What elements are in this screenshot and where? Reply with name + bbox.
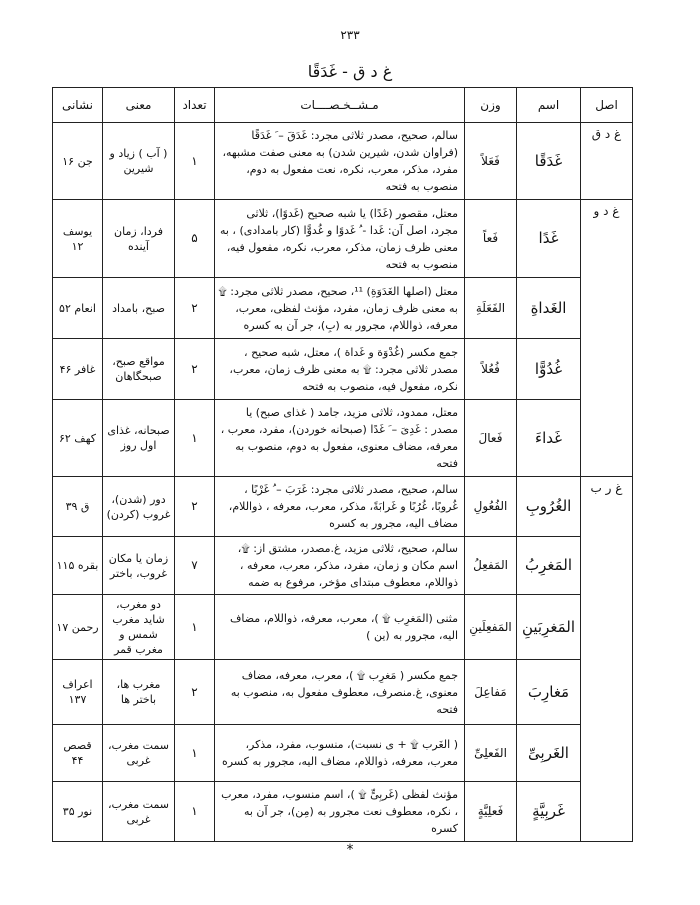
header-tedad: تعداد (175, 88, 215, 123)
word-cell: الغَداةِ (517, 278, 581, 339)
count-cell: ۲ (175, 278, 215, 339)
word-cell: غَربِیَّةٍ (517, 782, 581, 842)
header-vazn: وزن (465, 88, 517, 123)
count-cell: ۱ (175, 725, 215, 782)
header-moshakhasat: مـشــخـصــــات (215, 88, 465, 123)
word-cell: المَغرِبُ (517, 537, 581, 595)
root-cell (581, 782, 633, 842)
pattern-cell: فَعَلاً (465, 123, 517, 200)
word-cell: الغُرُوبِ (517, 477, 581, 537)
vocabulary-table (52, 87, 633, 842)
count-cell: ۲ (175, 660, 215, 725)
meaning-cell: سمت مغرب، غربی (103, 782, 175, 842)
meaning-cell: ( آب ) زیاد و شیرین (103, 123, 175, 200)
meaning-cell: صبح، بامداد (103, 278, 175, 339)
count-cell: ۱ (175, 123, 215, 200)
word-cell: غَداءَ (517, 400, 581, 477)
pattern-cell: الفَعلِیِّ (465, 725, 517, 782)
root-cell (581, 725, 633, 782)
section-heading: غ د ق - غَدَقًا (307, 62, 393, 81)
meaning-cell: مغرب ها، باختر ها (103, 660, 175, 725)
table-row (53, 782, 633, 842)
header-neshani: نشانی (53, 88, 103, 123)
word-cell: غَدَقًا (517, 123, 581, 200)
reference-cell: یوسف ۱۲ (53, 200, 103, 278)
table-row (53, 595, 633, 660)
table-row (53, 660, 633, 725)
meaning-cell: صبحانه، غذای اول روز (103, 400, 175, 477)
description-cell: مثنی (المَغرِب ۩ )، معرب، معرفه، ذواللام، مضاف الیه، مجرور به (ین ) (215, 595, 465, 660)
description-cell: جمع مکسر (غُدْوَة و غَداة )، معتل، شبه صحیح ، مصدر ثلاثی مجرد: ۩ به معنی ظرف زمان، معرب، نکره، مفعول فیه، منصوب به فتحه (215, 339, 465, 400)
meaning-cell: مواقع صبح، صبحگاهان (103, 339, 175, 400)
pattern-cell: الفُعُولِ (465, 477, 517, 537)
root-cell (581, 595, 633, 660)
header-asl: اصل (581, 88, 633, 123)
root-cell: غ ر ب (581, 477, 633, 537)
description-cell: سالم، صحیح، مصدر ثلاثی مجرد: غَدَقَ – َ غَدَقًا (فراوان شدن، شیرین شدن) به معنی صفت مشبهه، مفرد، مذکر، معرب، نکره، نعت مفعول به دوم، منصوب به فتحه (215, 123, 465, 200)
pattern-cell: فَعالَ (465, 400, 517, 477)
meaning-cell: سمت مغرب، غربی (103, 725, 175, 782)
root-cell (581, 278, 633, 339)
root-cell: غ د ق (581, 123, 633, 200)
footer-mark: * (346, 842, 354, 858)
table-header-row (53, 88, 633, 123)
word-cell: المَغرِبَینِ (517, 595, 581, 660)
reference-cell: رحمن ۱۷ (53, 595, 103, 660)
description-cell: مؤنث لفظی (غَربِیٍّ ۩ )، اسم منسوب، مفرد، معرب ، نکره، معطوف نعت مجرور به (مِن)، جر آن به کسره (215, 782, 465, 842)
root-cell (581, 537, 633, 595)
pattern-cell: فَعاً (465, 200, 517, 278)
count-cell: ۱ (175, 782, 215, 842)
word-cell: غُدُوًّا (517, 339, 581, 400)
reference-cell: انعام ۵۲ (53, 278, 103, 339)
root-cell (581, 660, 633, 725)
reference-cell: نور ۳۵ (53, 782, 103, 842)
table-row (53, 537, 633, 595)
meaning-cell: زمان یا مکان غروب، باختر (103, 537, 175, 595)
count-cell: ۲ (175, 339, 215, 400)
reference-cell: کهف ۶۲ (53, 400, 103, 477)
table-row (53, 200, 633, 278)
reference-cell: غافر ۴۶ (53, 339, 103, 400)
count-cell: ۵ (175, 200, 215, 278)
word-cell: الغَربِیِّ (517, 725, 581, 782)
count-cell: ۷ (175, 537, 215, 595)
root-cell: غ د و (581, 200, 633, 278)
meaning-cell: دو مغرب، شاید مغرب شمس و مغرب قمر (103, 595, 175, 660)
root-cell (581, 339, 633, 400)
description-cell: سالم، صحیح، ثلاثی مزید، غ.مصدر، مشتق از: ۩، اسم مکان و زمان، مفرد، مذکر، معرب، معرفه ، ذواللام، معطوف مبتدای مؤخر، مرفوع به ضمه (215, 537, 465, 595)
word-cell: غَدًا (517, 200, 581, 278)
description-cell: جمع مکسر ( مَغرِب ۩ )، معرب، معرفه، مضاف معنوی، غ.منصرف، معطوف مفعول به، منصوب به فتحه (215, 660, 465, 725)
meaning-cell: دور (شدن)، غروب (کردن) (103, 477, 175, 537)
description-cell: معتل، مقصور (غَدًا) یا شبه صحیح (غَدوًا)، ثلاثی مجرد، اصل آن: غَدا - ُ غَدوًا و غُدوًّا (کار بامدادی) ، به معنی ظرف زمان، مذکر، معرب، نکره، مفعول فیه، منصوب به فتحه (215, 200, 465, 278)
table-row (53, 400, 633, 477)
count-cell: ۱ (175, 400, 215, 477)
header-ism: اسم (517, 88, 581, 123)
table-row (53, 278, 633, 339)
table-row (53, 725, 633, 782)
reference-cell: جن ۱۶ (53, 123, 103, 200)
reference-cell: اعراف ۱۳۷ (53, 660, 103, 725)
reference-cell: بقره ۱۱۵ (53, 537, 103, 595)
description-cell: ( الغَرب ۩ + ی نسبت)، منسوب، مفرد، مذکر، معرب، معرفه، ذواللام، مضاف الیه، مجرور به کسره (215, 725, 465, 782)
count-cell: ۲ (175, 477, 215, 537)
reference-cell: ق ۳۹ (53, 477, 103, 537)
reference-cell: قصص ۴۴ (53, 725, 103, 782)
description-cell: معتل (اصلها الغَدَوَةِ) ¹¹، صحیح، مصدر ثلاثی مجرد: ۩ به معنی ظرف زمان، مفرد، مؤنث لفظی، معرب، معرفه، ذواللام، مجرور به (بِ)، جر آن به کسره (215, 278, 465, 339)
pattern-cell: الفَعَلَةِ (465, 278, 517, 339)
count-cell: ۱ (175, 595, 215, 660)
pattern-cell: المَفعِلَینِ (465, 595, 517, 660)
pattern-cell: فُعُلاً (465, 339, 517, 400)
word-cell: مَغارِبَ (517, 660, 581, 725)
description-cell: معتل، ممدود، ثلاثی مزید، جامد ( غذای صبح) یا مصدر : غَدِیَ – َ غَدًا (صبحانه خوردن)، مفرد، معرب ، معرفه، مضاف معنوی، مفعول به دوم، منصوب به فتحه (215, 400, 465, 477)
pattern-cell: المَفعِلُ (465, 537, 517, 595)
table-row (53, 123, 633, 200)
pattern-cell: فَعلِیَّةٍ (465, 782, 517, 842)
description-cell: سالم، صحیح، مصدر ثلاثی مجرد: غَرَبَ – ُ غَرْبًا ، غُروبًا، غُرُبًا و غَرابَةً، مذکر، معرب، معرفه ، ذواللام، مضاف الیه، مجرور به کسره (215, 477, 465, 537)
page-number: ۲۳۳ (340, 28, 360, 42)
meaning-cell: فردا، زمان آینده (103, 200, 175, 278)
header-mana: معنی (103, 88, 175, 123)
root-cell (581, 400, 633, 477)
table-row (53, 339, 633, 400)
table-row (53, 477, 633, 537)
pattern-cell: مَفاعِلَ (465, 660, 517, 725)
